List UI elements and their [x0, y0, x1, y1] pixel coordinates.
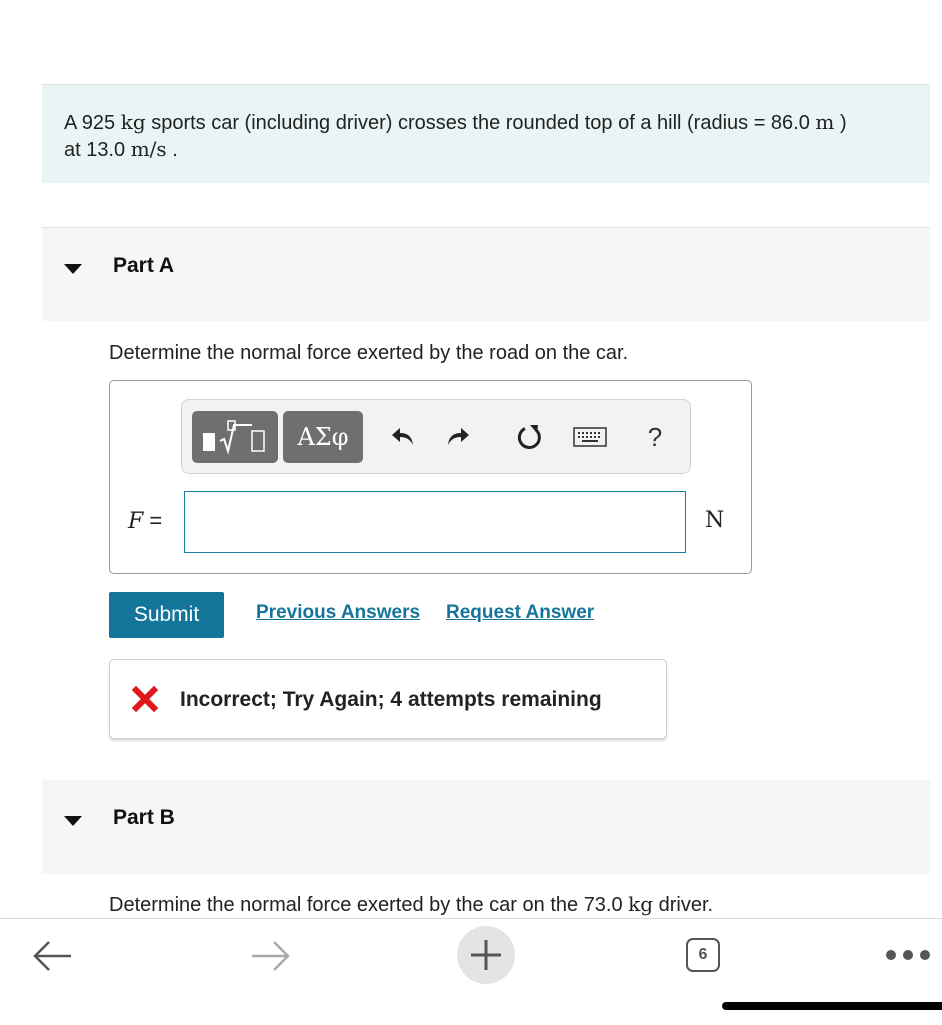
feedback-text: Incorrect; Try Again; 4 attempts remaining	[180, 688, 602, 711]
more-dots-icon	[884, 948, 932, 962]
request-answer-link[interactable]: Request Answer	[446, 602, 595, 623]
math-toolbar	[181, 399, 691, 474]
submit-button[interactable]: Submit	[109, 592, 224, 638]
forward-button[interactable]	[245, 933, 295, 979]
part-a-header[interactable]	[42, 227, 930, 321]
collapse-triangle-icon[interactable]	[64, 264, 82, 274]
tab-count: 6	[686, 938, 720, 972]
previous-answers-link[interactable]: Previous Answers	[256, 602, 421, 623]
forward-arrow-icon	[248, 938, 292, 974]
incorrect-x-icon	[132, 686, 158, 712]
back-button[interactable]	[28, 933, 78, 979]
keyboard-icon	[573, 426, 607, 448]
part-b-question: Determine the normal force exerted by the car on the 73.0 kg driver.	[109, 892, 714, 916]
help-button[interactable]: ?	[647, 421, 663, 452]
more-menu-button[interactable]	[882, 941, 934, 969]
problem-line-2: at 13.0 m/s .	[64, 137, 178, 161]
plus-icon	[469, 938, 503, 972]
browser-bottom-bar	[0, 918, 942, 1025]
tabs-button[interactable]	[684, 936, 722, 974]
problem-line-1: A 925 kg sports car (including driver) crosses the rounded top of a hill (radius = 86.0 m )	[64, 110, 847, 134]
feedback-box	[109, 659, 667, 739]
part-a-label: Part A	[113, 254, 175, 277]
new-tab-button[interactable]	[457, 926, 515, 984]
home-indicator	[722, 1002, 942, 1010]
reset-button[interactable]	[512, 418, 548, 456]
problem-statement	[42, 84, 930, 183]
redo-icon	[445, 425, 471, 449]
collapse-triangle-icon[interactable]	[64, 816, 82, 826]
variable-label: F =	[128, 508, 163, 534]
back-arrow-icon	[31, 938, 75, 974]
undo-button[interactable]	[385, 418, 421, 456]
answer-input[interactable]	[184, 491, 686, 553]
templates-icon	[200, 419, 270, 455]
answer-box	[109, 380, 752, 574]
templates-button[interactable]	[192, 411, 278, 463]
reset-icon	[516, 423, 544, 451]
greek-symbols-button[interactable]: ΑΣφ	[283, 411, 363, 463]
part-b-label: Part B	[113, 806, 175, 829]
redo-button[interactable]	[440, 418, 476, 456]
unit-label: N	[705, 508, 725, 533]
part-b-header[interactable]	[42, 780, 930, 874]
undo-icon	[390, 425, 416, 449]
keyboard-button[interactable]	[570, 418, 610, 456]
part-a-question: Determine the normal force exerted by the road on the car.	[109, 342, 629, 364]
